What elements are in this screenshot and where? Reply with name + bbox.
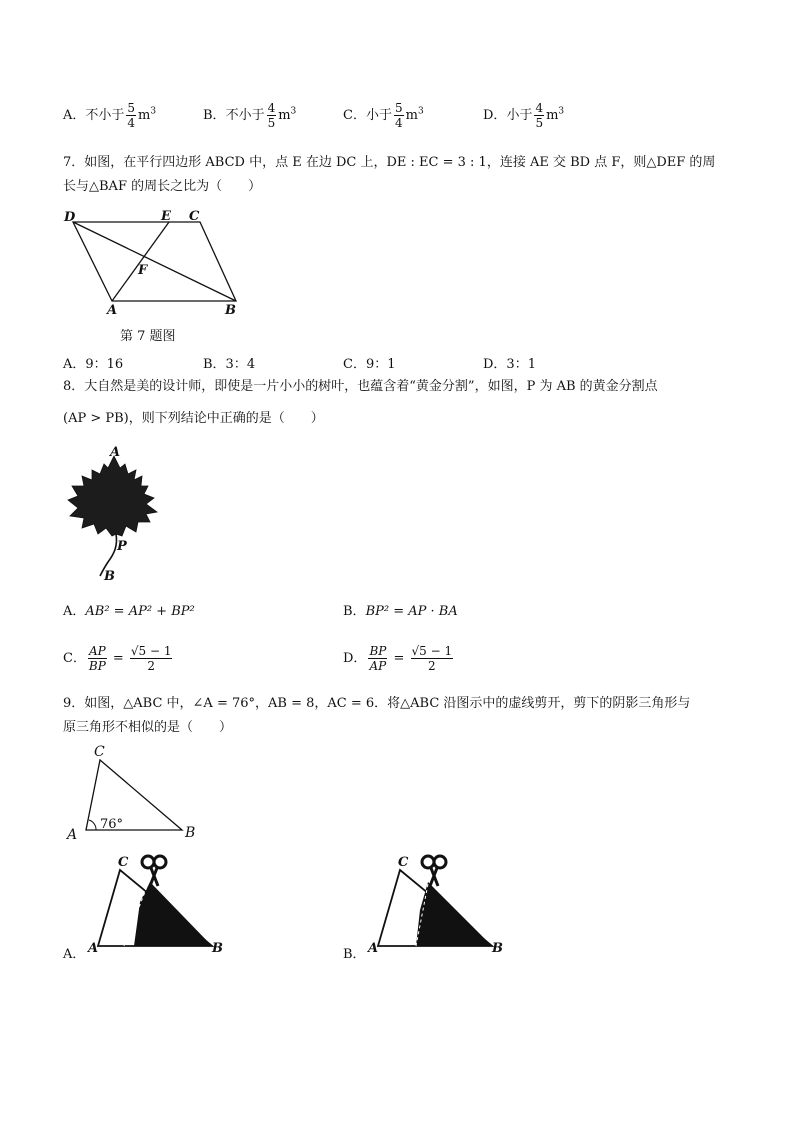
label-c: C bbox=[189, 209, 200, 224]
exponent: 3 bbox=[417, 106, 424, 117]
label-d: D bbox=[64, 210, 76, 225]
q7-stem-line1: 7．如图，在平行四边形 ABCD 中，点 E 在边 DC 上，DE : EC = 3 : 1，连接 AE 交 BD 点 F，则△DEF 的周 bbox=[63, 155, 716, 170]
fraction bbox=[368, 644, 387, 673]
option-prefix: 不小于 bbox=[85, 108, 125, 123]
fraction-denominator: 2 bbox=[428, 659, 436, 673]
option-letter: D． bbox=[343, 651, 367, 666]
q7-option-d: D．3：1 bbox=[483, 357, 536, 372]
q8-option-a bbox=[63, 600, 195, 619]
fraction-numerator: AP bbox=[88, 644, 106, 658]
fraction-denominator: 2 bbox=[147, 659, 155, 673]
q8-option-d: D． $\frac{BP}{AP}$ = $\frac{√5 - 1}{2}$ bbox=[343, 644, 453, 673]
unit: m bbox=[405, 108, 418, 123]
diagonal-bd bbox=[73, 222, 236, 301]
option-letter: B． bbox=[203, 108, 226, 123]
q6-option-c bbox=[343, 101, 424, 130]
exponent: 3 bbox=[290, 106, 297, 117]
q6-option-b bbox=[203, 101, 296, 130]
unit: m bbox=[278, 108, 291, 123]
q7-stem-line2: 长与△BAF 的周长之比为（ ） bbox=[63, 179, 262, 194]
option-expression: AB² = AP² + BP² bbox=[85, 604, 195, 619]
label-b: B bbox=[104, 569, 115, 584]
q9-stem-line1: 9．如图，△ABC 中，∠A = 76°，AB = 8，AC = 6．将△ABC 沿图示中的虚线剪开，剪下的阴影三角形与 bbox=[63, 696, 691, 711]
label-a: A bbox=[107, 303, 118, 318]
option-prefix: 小于 bbox=[506, 108, 533, 123]
fraction-numerator: 5 bbox=[394, 101, 403, 115]
option-letter: C． bbox=[63, 651, 86, 666]
label-c: C bbox=[94, 744, 105, 760]
shaded-triangle bbox=[124, 882, 212, 946]
q8-stem-line2: (AP > PB)，则下列结论中正确的是（ ） bbox=[63, 411, 324, 426]
option-letter: B． bbox=[343, 604, 366, 619]
q9-option-a-figure bbox=[84, 850, 234, 956]
q7-option-a: A．9：16 bbox=[63, 357, 124, 372]
label-p: P bbox=[117, 539, 127, 554]
q9-triangle-abc-figure bbox=[62, 740, 212, 844]
fraction bbox=[130, 644, 173, 673]
q7-figure-caption: 第 7 题图 bbox=[120, 329, 176, 344]
q7-option-b: B．3：4 bbox=[203, 357, 256, 372]
label-b: B bbox=[185, 825, 196, 841]
unit: m bbox=[546, 108, 559, 123]
fraction-numerator: √5 − 1 bbox=[130, 644, 172, 658]
option-letter: D． bbox=[483, 108, 507, 123]
exponent: 3 bbox=[558, 106, 565, 117]
fraction-denominator: 4 bbox=[394, 116, 403, 130]
q6-option-a bbox=[63, 101, 156, 130]
option-letter: A． bbox=[63, 108, 86, 123]
option-prefix: 不小于 bbox=[225, 108, 265, 123]
q7-option-c: C．9：1 bbox=[343, 357, 396, 372]
fraction-numerator: 4 bbox=[535, 101, 544, 115]
fraction bbox=[88, 644, 107, 673]
q7-parallelogram-figure bbox=[60, 204, 250, 320]
option-letter: C． bbox=[343, 108, 366, 123]
fraction bbox=[267, 101, 277, 130]
fraction-numerator: 4 bbox=[267, 101, 276, 115]
fraction-denominator: 5 bbox=[535, 116, 544, 130]
option-letter: A． bbox=[63, 604, 86, 619]
fraction bbox=[534, 101, 544, 130]
label-f: F bbox=[138, 263, 148, 278]
option-expression: BP² = AP · BA bbox=[365, 604, 458, 619]
fraction-denominator: 4 bbox=[127, 116, 136, 130]
q8-option-c: C． $\frac{AP}{BP}$ = $\frac{√5 - 1}{2}$ bbox=[63, 644, 172, 673]
fraction-denominator: BP bbox=[88, 659, 106, 673]
scissors-icon bbox=[422, 856, 446, 886]
label-a: A bbox=[368, 941, 379, 956]
angle-arc bbox=[89, 820, 96, 830]
maple-leaf-shape bbox=[68, 456, 157, 536]
label-b: B bbox=[212, 941, 223, 956]
label-a: A bbox=[67, 827, 78, 843]
label-e: E bbox=[161, 209, 171, 224]
scissors-icon bbox=[142, 856, 166, 886]
q8-maple-leaf-figure bbox=[62, 442, 168, 584]
fraction-numerator: BP bbox=[369, 644, 387, 658]
fraction bbox=[394, 101, 404, 130]
angle-label: 76° bbox=[100, 817, 124, 832]
fraction-numerator: √5 − 1 bbox=[411, 644, 453, 658]
fraction-denominator: AP bbox=[369, 659, 387, 673]
q9-option-b-figure bbox=[364, 850, 514, 956]
label-b: B bbox=[225, 303, 236, 318]
fraction-numerator: 5 bbox=[127, 101, 136, 115]
label-a: A bbox=[110, 445, 121, 460]
fraction bbox=[126, 101, 136, 130]
q9-option-b-letter: B． bbox=[343, 947, 366, 962]
option-prefix: 小于 bbox=[365, 108, 392, 123]
fraction bbox=[411, 644, 454, 673]
q8-stem-line1: 8．大自然是美的设计师，即使是一片小小的树叶，也蕴含着“黄金分割”，如图，P 为 AB 的黄金分割点 bbox=[63, 379, 658, 394]
q6-option-d bbox=[483, 101, 564, 130]
label-c: C bbox=[398, 855, 409, 870]
label-b: B bbox=[492, 941, 503, 956]
exponent: 3 bbox=[150, 106, 157, 117]
q9-stem-line2: 原三角形不相似的是（ ） bbox=[63, 720, 233, 735]
label-c: C bbox=[118, 855, 129, 870]
segment-ae bbox=[112, 222, 169, 301]
unit: m bbox=[138, 108, 151, 123]
q8-option-b bbox=[343, 600, 458, 619]
q9-option-a-letter: A． bbox=[63, 947, 86, 962]
fraction-denominator: 5 bbox=[267, 116, 276, 130]
label-a: A bbox=[88, 941, 99, 956]
